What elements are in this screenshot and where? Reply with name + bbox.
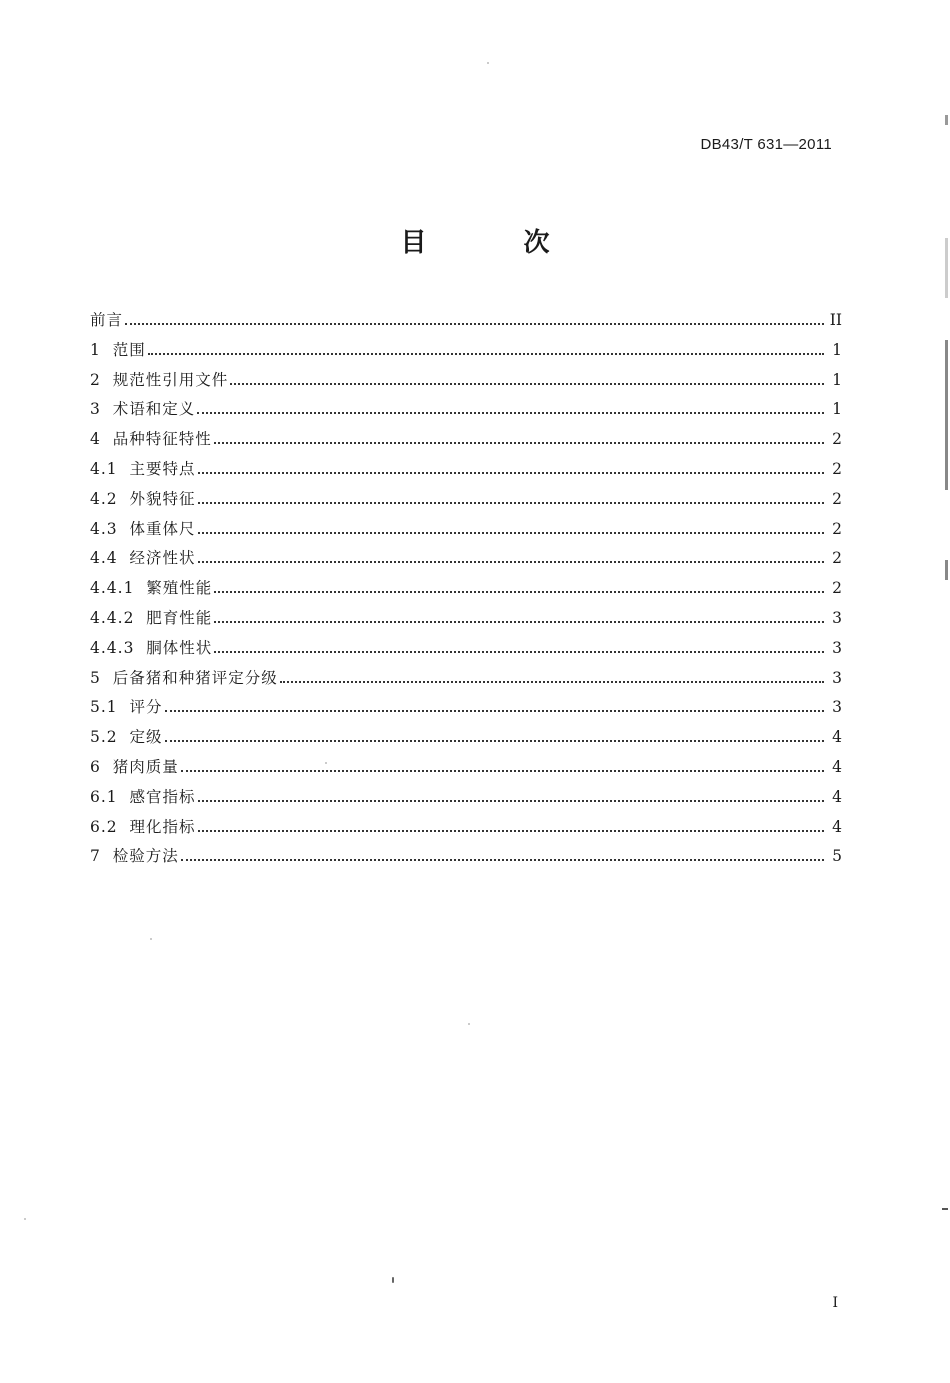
standard-code: DB43/T 631—2011	[700, 136, 832, 153]
page-title: 目 次	[400, 228, 594, 258]
toc-leader	[125, 322, 824, 325]
scan-edge-mark	[945, 238, 948, 298]
toc-leader	[148, 352, 824, 355]
scan-speck	[487, 62, 489, 64]
toc-entry-page: 2	[832, 579, 842, 598]
toc-entry-number: 7	[90, 847, 113, 866]
page-number: I	[832, 1295, 838, 1311]
toc-entry-page: 3	[832, 668, 842, 687]
toc-entry[interactable]	[90, 368, 842, 398]
scan-speck	[24, 1218, 26, 1220]
toc-entry-label: 定级	[129, 728, 163, 747]
toc-entry-label: 主要特点	[129, 459, 196, 478]
toc-entry[interactable]	[90, 785, 842, 815]
toc-entry-page: 2	[832, 489, 842, 508]
scan-edge-mark	[945, 560, 948, 580]
toc-entry[interactable]	[90, 427, 842, 457]
toc-entry-label: 经济性状	[129, 549, 196, 568]
toc-entry[interactable]	[90, 695, 842, 725]
scan-speck	[392, 1277, 394, 1283]
toc-entry-number: 5	[90, 668, 113, 687]
toc-leader	[280, 680, 824, 683]
toc-leader	[198, 531, 824, 534]
toc-entry[interactable]	[90, 487, 842, 517]
toc-entry[interactable]	[90, 606, 842, 636]
toc-entry-label: 评分	[129, 698, 163, 717]
toc-entry[interactable]	[90, 517, 842, 547]
toc-entry-label: 前言	[90, 311, 124, 329]
toc-entry[interactable]	[90, 636, 842, 666]
toc-leader	[198, 471, 824, 474]
toc-entry-page: 1	[832, 340, 842, 359]
toc-entry-page: II	[829, 311, 842, 329]
toc-entry-label: 感官指标	[129, 787, 196, 806]
toc-entry-number: 2	[90, 370, 113, 389]
toc-entry[interactable]	[90, 308, 842, 338]
toc-entry-page: 3	[832, 608, 842, 627]
toc-entry-page: 4	[832, 728, 842, 747]
toc-entry[interactable]	[90, 546, 842, 576]
toc-entry-number: 6	[90, 757, 113, 776]
toc-entry-page: 2	[832, 430, 842, 449]
toc-entry-number: 1	[90, 340, 113, 359]
toc-entry[interactable]	[90, 576, 842, 606]
scan-speck	[150, 938, 152, 940]
toc-entry[interactable]	[90, 755, 842, 785]
toc-entry[interactable]	[90, 397, 842, 427]
scan-edge-mark	[945, 115, 948, 125]
toc-entry-label: 检验方法	[112, 847, 179, 866]
toc-leader	[214, 590, 824, 593]
toc-leader	[214, 441, 824, 444]
toc-entry-number: 4.2	[90, 489, 130, 508]
toc-entry-number: 6.2	[90, 817, 130, 836]
scan-speck	[468, 1023, 470, 1025]
toc-entry-number: 4.1	[90, 459, 130, 478]
toc-entry-number: 4.4	[90, 549, 130, 568]
toc-leader	[198, 560, 824, 563]
toc-leader	[214, 650, 824, 653]
toc-entry[interactable]	[90, 815, 842, 845]
toc-entry-number: 6.1	[90, 787, 130, 806]
toc-entry-label: 繁殖性能	[146, 579, 213, 598]
toc-entry-label: 猪肉质量	[112, 757, 179, 776]
toc-entry-number: 4.4.1	[90, 579, 147, 598]
scan-speck	[325, 762, 327, 764]
toc-entry-page: 2	[832, 519, 842, 538]
scan-edge-mark	[945, 340, 948, 490]
toc-entry[interactable]	[90, 725, 842, 755]
table-of-contents	[90, 308, 842, 874]
toc-entry-label: 外貌特征	[129, 489, 196, 508]
toc-entry-label: 体重体尺	[129, 519, 196, 538]
toc-leader	[165, 739, 824, 742]
toc-leader	[198, 799, 824, 802]
toc-entry-label: 理化指标	[129, 817, 196, 836]
toc-entry-label: 术语和定义	[112, 400, 196, 419]
toc-leader	[214, 620, 824, 623]
toc-entry-label: 品种特征特性	[112, 430, 212, 449]
toc-entry-page: 4	[832, 817, 842, 836]
toc-entry-label: 肥育性能	[146, 608, 213, 627]
toc-entry-number: 4.4.3	[90, 638, 147, 657]
toc-leader	[198, 829, 824, 832]
toc-entry-page: 2	[832, 459, 842, 478]
toc-entry-label: 规范性引用文件	[112, 370, 229, 389]
toc-entry-label: 范围	[112, 340, 146, 359]
toc-entry-page: 2	[832, 549, 842, 568]
toc-entry-number: 4.3	[90, 519, 130, 538]
toc-entry[interactable]	[90, 457, 842, 487]
toc-leader	[197, 411, 824, 414]
toc-entry[interactable]	[90, 666, 842, 696]
toc-entry[interactable]	[90, 338, 842, 368]
toc-entry-number: 3	[90, 400, 113, 419]
toc-entry-page: 3	[832, 638, 842, 657]
toc-entry-page: 4	[832, 787, 842, 806]
toc-leader	[181, 769, 824, 772]
toc-entry-page: 1	[832, 400, 842, 419]
toc-entry-number: 5.2	[90, 728, 130, 747]
toc-leader	[165, 709, 824, 712]
toc-entry-page: 5	[832, 847, 842, 866]
toc-leader	[230, 382, 824, 385]
toc-entry-label: 胴体性状	[146, 638, 213, 657]
toc-entry-label: 后备猪和种猪评定分级	[112, 668, 278, 687]
scan-edge-mark	[942, 1208, 948, 1210]
toc-entry-number: 4.4.2	[90, 608, 147, 627]
toc-entry[interactable]	[90, 844, 842, 874]
toc-leader	[198, 501, 824, 504]
toc-entry-page: 1	[832, 370, 842, 389]
toc-leader	[181, 858, 824, 861]
toc-entry-page: 3	[832, 698, 842, 717]
toc-entry-number: 5.1	[90, 698, 130, 717]
toc-entry-number: 4	[90, 430, 113, 449]
toc-entry-page: 4	[832, 757, 842, 776]
